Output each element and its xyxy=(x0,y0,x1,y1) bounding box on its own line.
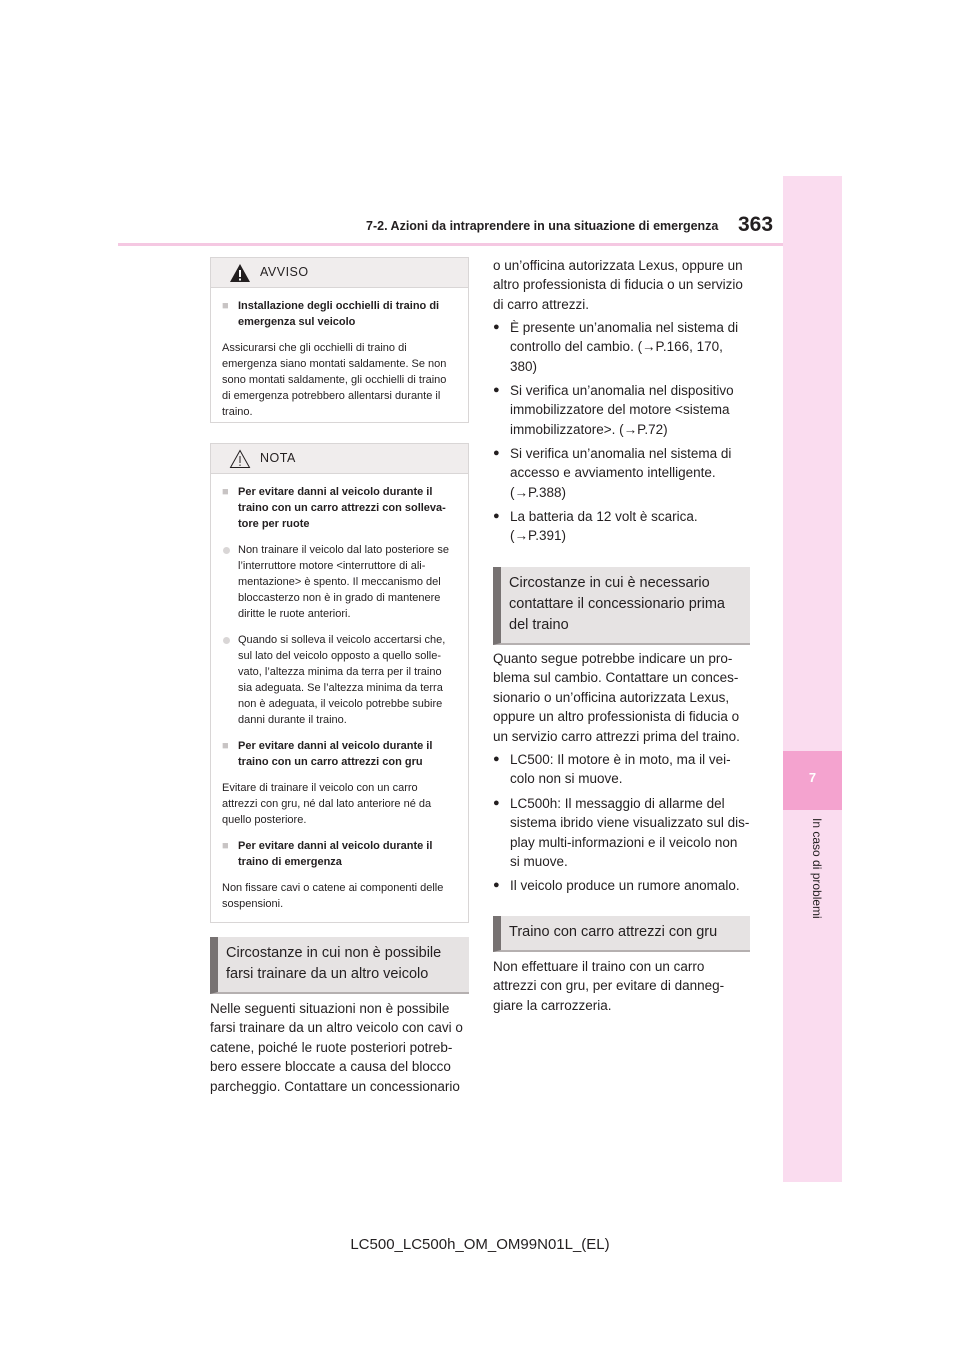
bullet-immobilizer: ● Si verifica un’anomalia nel dispositivo immobilizzatore del motore <sistema immobilizzatore>. (→P.72) xyxy=(493,381,750,439)
note-heading-wheel-lift: ■ Per evitare danni al veicolo durante il traino con un carro attrezzi con solleva-tore per ruote xyxy=(222,484,456,532)
bullet-smart-access: ● Si verifica un’anomalia nel sistema di accesso e avviamento intelligente. (→P.388) xyxy=(493,444,750,502)
warning-box-title: AVVISO xyxy=(260,265,309,279)
bullet-lc500h: ● LC500h: Il messaggio di allarme del sistema ibrido viene visualizzato sul dis-play multi-informazioni e il veicolo non si muove. xyxy=(493,794,750,872)
bullet-noise: ● Il veicolo produce un rumore anomalo. xyxy=(493,876,750,895)
warning-text: Assicurarsi che gli occhielli di traino di emergenza siano montati saldamente. Se non sono montati saldamente, gli occhielli di traino di emergenza potrebbero allentarsi durante il traino. xyxy=(222,342,447,418)
note-box xyxy=(210,443,469,923)
section1-text: Nelle seguenti situazioni non è possibile farsi trainare da un altro veicolo con cavi o catene, poiché le ruote posteriori potreb-bero essere bloccate a causa del blocco parcheggio. Contattare un concessionario xyxy=(210,1001,463,1094)
note-text-suspension: Non fissare cavi o catene ai componenti delle sospensioni. xyxy=(222,882,444,910)
note-heading-sling: ■ Per evitare danni al veicolo durante il traino con un carro attrezzi con gru xyxy=(222,738,456,770)
section-heading: 7-2. Azioni da intraprendere in una situazione di emergenza xyxy=(366,219,719,233)
warning-box-header xyxy=(211,258,468,288)
bullet-battery: ● La batteria da 12 volt è scarica. (→P.391) xyxy=(493,507,750,546)
bullet-lc500: ● LC500: Il motore è in moto, ma il vei-colo non si muove. xyxy=(493,750,750,789)
note-heading-emergency: ■ Per evitare danni al veicolo durante il traino di emergenza xyxy=(222,838,456,870)
note-text-sling: Evitare di trainare il veicolo con un carro attrezzi con gru, né dal lato anteriore né da quello posteriore. xyxy=(222,782,432,826)
note-box-header xyxy=(211,444,468,474)
section2-text: Quanto segue potrebbe indicare un pro-blema sul cambio. Contattare un conces-sionario o un’officina autorizzata Lexus, oppure un altro professionista di fiducia o un servizio carro attrezzi prima del traino. xyxy=(493,651,740,744)
page-number: 363 xyxy=(738,213,774,236)
document-code: LC500_LC500h_OM_OM99N01L_(EL) xyxy=(350,1236,610,1253)
warning-heading: ■ Installazione degli occhielli di traino di emergenza sul veicolo xyxy=(222,298,456,330)
section1-text-cont: o un’officina autorizzata Lexus, oppure un altro professionista di fiducia o un servizio di carro attrezzi. xyxy=(493,258,743,312)
warning-box xyxy=(210,257,469,423)
section-title-no-tow: Circostanze in cui non è possibile farsi trainare da un altro veicolo xyxy=(210,937,469,994)
chapter-number: 7 xyxy=(808,770,817,785)
note-box-title: NOTA xyxy=(260,451,296,465)
warning-icon xyxy=(229,263,251,283)
bullet-shift-control: ● È presente un’anomalia nel sistema di controllo del cambio. (→P.166, 170, 380) xyxy=(493,318,750,376)
chapter-title: In caso di problemi xyxy=(810,818,824,919)
section3-text: Non effettuare il traino con un carro attrezzi con gru, per evitare di danneg-giare la carrozzeria. xyxy=(493,959,725,1013)
chapter-sidebar xyxy=(783,176,842,1182)
note-bullet-clearance: Quando si solleva il veicolo accertarsi che, sul lato del veicolo opposto a quello solle-vato, l’altezza minima da terra per il traino sia adeguata. Se l’altezza minima da terra non è adeguata, il veicolo potrebbe subire danni durante il traino. xyxy=(222,632,456,728)
caution-outline-icon xyxy=(229,449,251,469)
note-bullet-rear: Non trainare il veicolo dal lato posteriore se l’interruttore motore <interruttore di ali-mentazione> è spento. Il meccanismo del bloccasterzo non è in grado di mantenere diritte le ruote anteriori. xyxy=(222,542,456,622)
section-title-sling-tow: Traino con carro attrezzi con gru xyxy=(493,916,750,952)
header-divider xyxy=(118,243,784,246)
section-title-contact-dealer: Circostanze in cui è necessario contattare il concessionario prima del traino xyxy=(493,567,750,645)
